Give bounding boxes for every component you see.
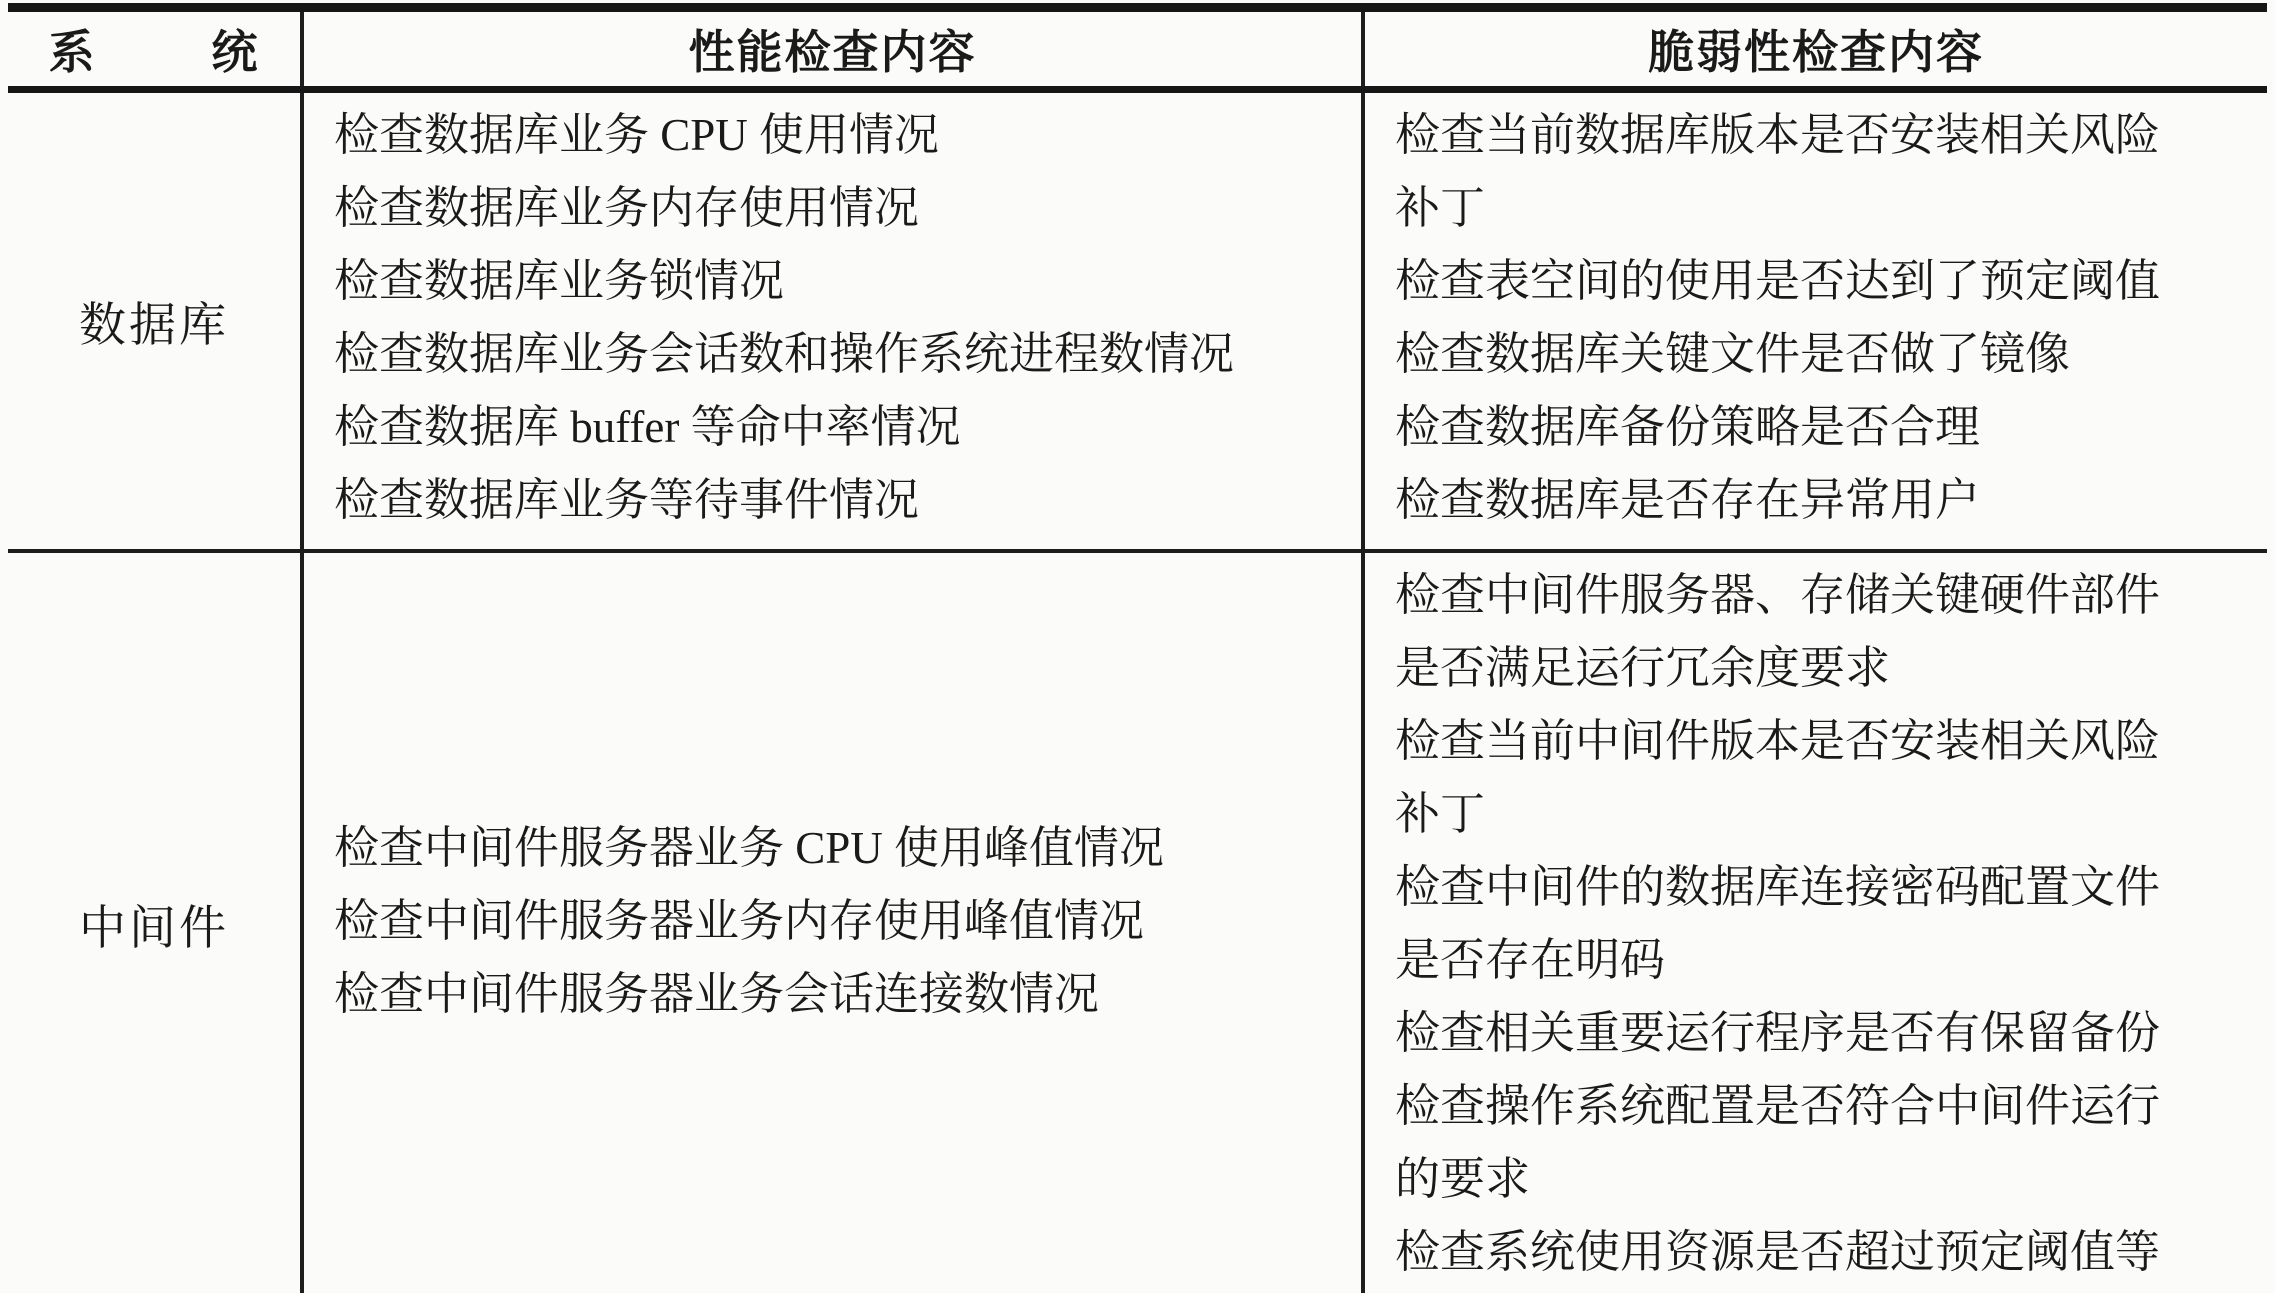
check-item: 检查数据库备份策略是否合理: [1395, 402, 1981, 452]
inspection-table: [8, 3, 2267, 1293]
cell-system-middleware: [8, 551, 302, 1293]
check-item: 检查数据库业务锁情况: [334, 256, 785, 306]
check-item: 检查当前数据库版本是否安装相关风险补丁: [1395, 110, 2161, 233]
check-item: 检查数据库业务等待事件情况: [334, 475, 920, 525]
check-item: 检查中间件服务器业务会话连接数情况: [334, 968, 1100, 1019]
header-system: 系 统: [8, 8, 302, 90]
header-performance: 性能检查内容: [302, 8, 1363, 90]
cell-performance-database: [302, 90, 1363, 552]
check-item: 检查相关重要运行程序是否有保留备份: [1395, 1008, 2161, 1058]
header-row: [8, 8, 2267, 90]
cell-vulnerability-database: [1363, 90, 2267, 552]
cell-vulnerability-middleware: [1363, 551, 2267, 1293]
cell-performance-middleware: [302, 551, 1363, 1293]
check-item: 检查数据库业务会话数和操作系统进程数情况: [334, 329, 1235, 379]
header-vulnerability: 脆弱性检查内容: [1363, 8, 2267, 90]
check-item: 检查中间件服务器业务内存使用峰值情况: [334, 895, 1145, 946]
system-label-middleware: 中间件: [79, 902, 229, 955]
check-item: 检查表空间的使用是否达到了预定阈值: [1395, 256, 2161, 306]
check-item: 检查中间件服务器业务 CPU 使用峰值情况: [334, 822, 1165, 873]
check-item: 检查当前中间件版本是否安装相关风险补丁: [1395, 716, 2161, 839]
cell-system-database: [8, 90, 302, 552]
check-item: 检查中间件服务器、存储关键硬件部件是否满足运行冗余度要求: [1395, 570, 2161, 693]
check-item: 检查数据库 buffer 等命中率情况: [334, 402, 961, 452]
check-item: 检查数据库是否存在异常用户: [1395, 475, 1981, 525]
system-label-database: 数据库: [79, 299, 229, 352]
table-row-database: [8, 90, 2267, 552]
check-item: 检查数据库业务 CPU 使用情况: [334, 110, 940, 160]
check-item: 检查操作系统配置是否符合中间件运行的要求: [1395, 1081, 2161, 1204]
check-item: 检查中间件的数据库连接密码配置文件是否存在明码: [1395, 862, 2161, 985]
check-item: 检查系统使用资源是否超过预定阈值等: [1395, 1227, 2161, 1277]
check-item: 检查数据库业务内存使用情况: [334, 183, 920, 233]
check-item: 检查数据库关键文件是否做了镜像: [1395, 329, 2071, 379]
table-row-middleware: [8, 551, 2267, 1293]
